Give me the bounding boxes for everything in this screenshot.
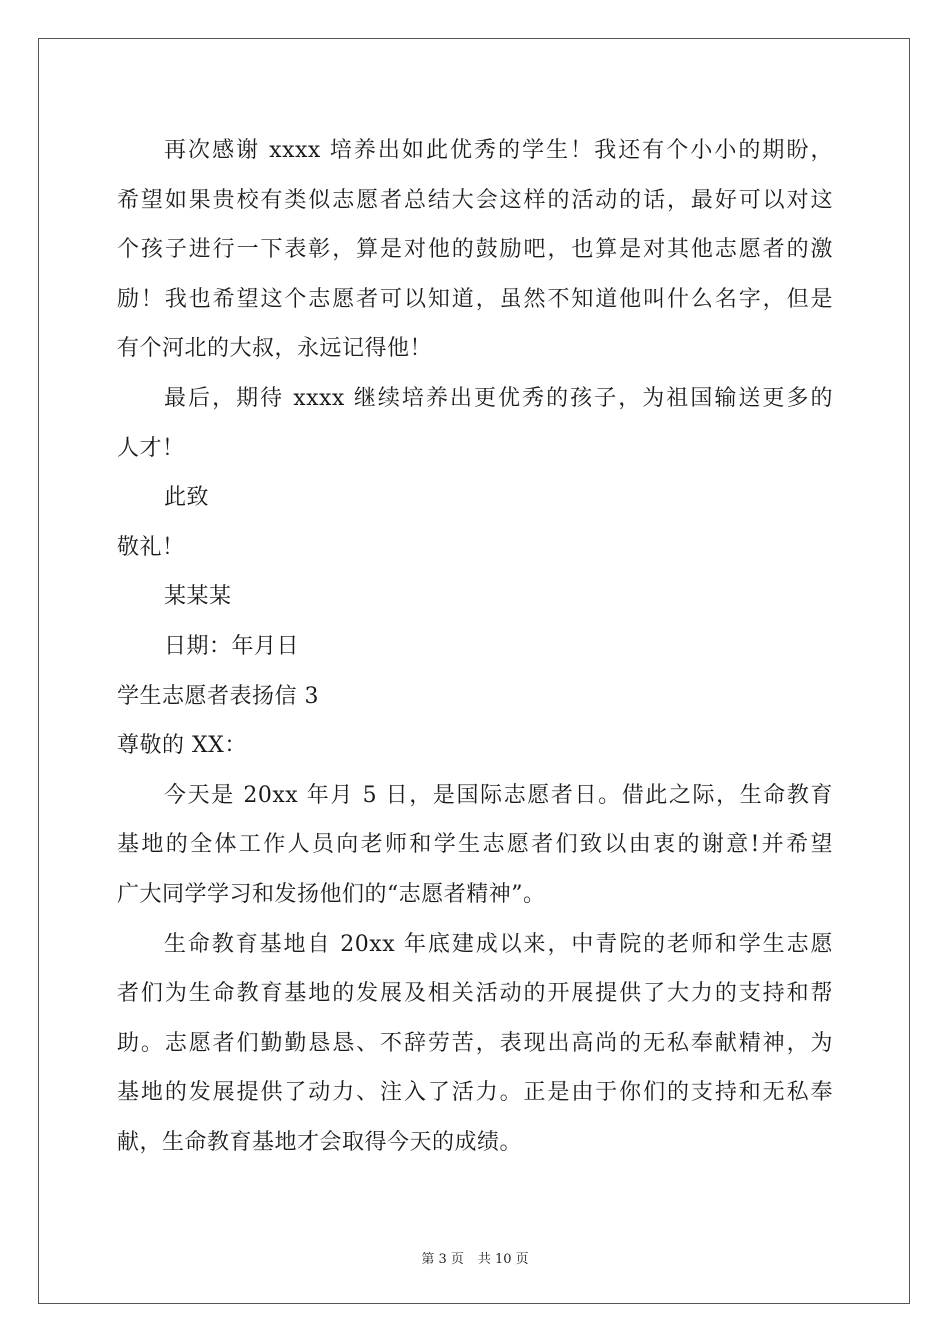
text-line-18: 者们为生命教育基地的发展及相关活动的开展提供了大力的支持和帮 (117, 981, 833, 1007)
signature-name: 某某某 (164, 584, 232, 610)
text-line-16: 广大同学学习和发扬他们的“志愿者精神”。 (117, 881, 546, 907)
section-heading: 学生志愿者表扬信 3 (117, 683, 319, 709)
page-number-current: 第 3 页 (421, 1252, 464, 1267)
text-line-2: 希望如果贵校有类似志愿者总结大会这样的活动的话，最好可以对这 (117, 187, 833, 213)
text-line-1: 再次感谢 xxxx 培养出如此优秀的学生！我还有个小小的期盼， (164, 138, 833, 163)
text-line-5: 有个河北的大叔，永远记得他！ (117, 336, 433, 362)
closing-salutation: 此致 (164, 485, 210, 511)
text-line-17: 生命教育基地自 20xx 年底建成以来，中青院的老师和学生志愿 (164, 931, 833, 957)
page-number-total: 共 10 页 (477, 1252, 529, 1267)
text-line-14: 今天是 20xx 年月 5 日，是国际志愿者日。借此之际，生命教育 (164, 782, 833, 808)
signature-date: 日期：年月日 (164, 633, 300, 659)
text-line-7: 人才！ (117, 435, 185, 461)
closing-regards: 敬礼！ (117, 534, 185, 560)
text-line-20: 基地的发展提供了动力、注入了活力。正是由于你们的支持和无私奉 (117, 1080, 833, 1106)
text-line-19: 助。志愿者们勤勤恳恳、不辞劳苦，表现出高尚的无私奉献精神，为 (117, 1030, 833, 1056)
text-line-4: 励！我也希望这个志愿者可以知道，虽然不知道他叫什么名字，但是 (117, 286, 833, 312)
document-body (117, 126, 833, 1167)
page-footer (0, 1248, 950, 1267)
text-line-15: 基地的全体工作人员向老师和学生志愿者们致以由衷的谢意!并希望 (117, 832, 833, 858)
text-line-3: 个孩子进行一下表彰，算是对他的鼓励吧，也算是对其他志愿者的激 (117, 237, 833, 263)
text-line-21: 献，生命教育基地才会取得今天的成绩。 (117, 1129, 523, 1155)
text-line-6: 最后，期待 xxxx 继续培养出更优秀的孩子，为祖国输送更多的 (164, 385, 833, 411)
letter-greeting: 尊敬的 XX： (117, 733, 247, 759)
